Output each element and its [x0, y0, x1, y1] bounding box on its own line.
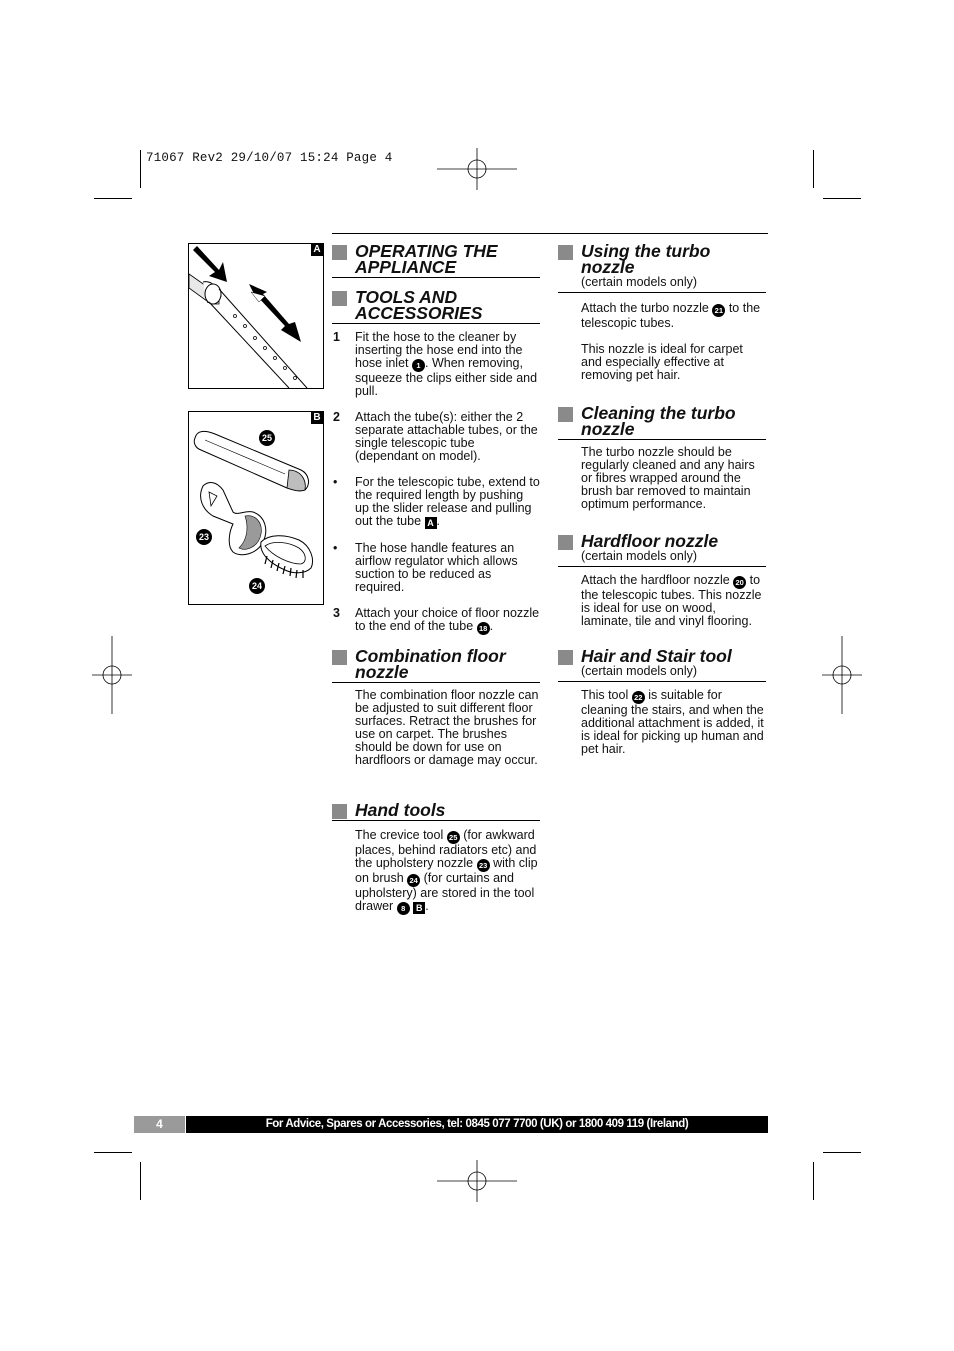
hair-stair-text: This tool 22 is suitable for cleaning the stairs, and when the additional attachment is added, it is ideal for picking up human and pet hair.	[581, 688, 764, 756]
callout-24: 24	[249, 578, 265, 594]
hardfloor-text: Attach the hardfloor nozzle 20 to the telescopic tubes. This nozzle is ideal for use on wood, laminate, tile and vinyl flooring.	[581, 573, 762, 628]
heading-line: Hair and Stair tool	[581, 646, 732, 666]
section-heading	[558, 648, 766, 682]
figure-ref-b: B	[413, 902, 425, 914]
heading-subtitle: (certain models only)	[581, 275, 698, 289]
crop-mark	[813, 1162, 814, 1200]
section-heading	[558, 533, 766, 567]
callout-24: 24	[407, 874, 420, 887]
figure-b-label: B	[311, 412, 323, 424]
hand-tools-illustration	[189, 412, 323, 604]
footer-phone-uk: 0845 077 7700 (UK)	[465, 1118, 563, 1130]
section-operating	[332, 243, 540, 278]
step-3	[332, 607, 540, 635]
crop-mark	[94, 198, 132, 199]
page-number: 4	[134, 1116, 185, 1133]
footer-contact-bar	[186, 1116, 768, 1133]
heading-subtitle: (certain models only)	[581, 664, 698, 678]
figure-b	[188, 411, 324, 605]
heading-line: Hand tools	[355, 800, 446, 820]
heading-line: Cleaning the turbo	[581, 403, 736, 423]
callout-8: 8	[397, 902, 410, 915]
registration-mark-bottom	[437, 1160, 517, 1202]
section-cleaning-turbo	[558, 405, 766, 511]
combination-text: The combination floor nozzle can be adjusted to suit different floor surfaces. Retract the brushes for use on carpet. The brushes should be down for use on hardfloors or damage may occur.	[355, 688, 539, 767]
crop-mark	[140, 1162, 141, 1200]
cleaning-text: The turbo nozzle should be regularly cleaned and any hairs or fibres wrapped around the brush bar removed to maintain optimum performance.	[581, 445, 755, 511]
registration-mark-left	[92, 636, 132, 714]
bullet-text: For the telescopic tube, extend to the required length by pushing up the slider release and pulling out the tube	[355, 475, 540, 528]
step-2	[332, 411, 540, 463]
section-tools	[332, 289, 540, 635]
footer-phone-ireland: 1800 409 119 (Ireland)	[578, 1118, 689, 1130]
step-text: . When removing, squeeze the clips either side and pull.	[355, 356, 538, 398]
section-heading	[332, 802, 540, 821]
crop-mark	[823, 198, 861, 199]
step-number: 2	[333, 410, 340, 424]
callout-23: 23	[196, 529, 212, 545]
heading-line: Using the turbo	[581, 241, 711, 261]
callout-1: 1	[412, 359, 425, 372]
step-text: Attach your choice of floor nozzle to the end of the tube	[355, 606, 540, 633]
heading-square-icon	[332, 804, 347, 819]
step-text: Attach the tube(s): either the 2 separate attachable tubes, or the single telescopic tube (dependant on model).	[355, 410, 538, 463]
section-heading	[332, 648, 540, 683]
heading-line: ACCESSORIES	[355, 303, 483, 323]
heading-line: APPLIANCE	[355, 257, 457, 277]
section-hardfloor	[558, 533, 766, 628]
heading-square-icon	[332, 650, 347, 665]
footer-text: For Advice, Spares or Accessories, tel:	[265, 1118, 463, 1130]
step-text: .	[489, 619, 494, 633]
top-rule	[332, 233, 768, 234]
registration-mark-right	[822, 636, 862, 714]
step-1	[332, 331, 540, 398]
section-heading	[558, 405, 766, 440]
step-text: Fit the hose to the cleaner by inserting the hose end into the hose inlet	[355, 330, 523, 370]
heading-subtitle: (certain models only)	[581, 549, 698, 563]
telescopic-tube-illustration	[189, 244, 323, 388]
turbo-ideal-text: This nozzle is ideal for carpet and especially effective at removing pet hair.	[581, 342, 743, 382]
heading-line: TOOLS AND	[355, 287, 458, 307]
bullet-text: The hose handle features an airflow regulator which allows suction to be reduced as required.	[355, 541, 518, 594]
crop-mark	[823, 1152, 861, 1153]
bullet: •	[333, 541, 338, 555]
crop-mark	[94, 1152, 132, 1153]
callout-23: 23	[477, 859, 490, 872]
heading-square-icon	[558, 245, 573, 260]
heading-square-icon	[558, 407, 573, 422]
heading-square-icon	[332, 245, 347, 260]
heading-line: OPERATING THE	[355, 241, 498, 261]
heading-square-icon	[558, 535, 573, 550]
section-heading	[558, 243, 766, 293]
registration-mark-top	[437, 148, 517, 190]
figure-a	[188, 243, 324, 389]
section-hair-stair	[558, 648, 766, 756]
section-heading	[332, 243, 540, 278]
heading-line: Combination floor	[355, 646, 506, 666]
heading-line: nozzle	[355, 662, 409, 682]
turbo-attach-text: Attach the turbo nozzle 21 to the telescopic tubes.	[581, 301, 761, 330]
callout-18: 18	[477, 622, 490, 635]
callout-22: 22	[632, 691, 645, 704]
section-hand-tools	[332, 802, 540, 915]
footer-text: or	[565, 1118, 577, 1130]
callout-20: 20	[733, 576, 746, 589]
figure-a-label: A	[311, 244, 323, 256]
heading-square-icon	[332, 291, 347, 306]
hand-tools-text: The crevice tool 25 (for awkward places, behind radiators etc) and the upholstery nozzle 23 with clip on brush 24 (for curtains and upholstery) are stored in the tool drawer 8 B .	[355, 828, 538, 913]
section-heading	[332, 289, 540, 324]
heading-line: nozzle	[581, 419, 635, 439]
heading-line: nozzle	[581, 257, 635, 277]
heading-square-icon	[558, 650, 573, 665]
crop-mark	[140, 150, 141, 188]
bullet: •	[333, 475, 338, 489]
step-number: 3	[333, 606, 340, 620]
bullet-telescopic	[332, 476, 540, 529]
step-number: 1	[333, 330, 340, 344]
heading-line: Hardfloor nozzle	[581, 531, 719, 551]
figure-ref-a: A	[425, 517, 437, 529]
callout-21: 21	[712, 304, 725, 317]
print-header: 71067 Rev2 29/10/07 15:24 Page 4	[146, 151, 393, 165]
section-turbo	[558, 243, 766, 382]
crop-mark	[813, 150, 814, 188]
callout-25: 25	[259, 430, 275, 446]
callout-25: 25	[447, 831, 460, 844]
bullet-text: .	[436, 514, 440, 528]
bullet-airflow	[332, 542, 540, 594]
section-combination	[332, 648, 540, 767]
